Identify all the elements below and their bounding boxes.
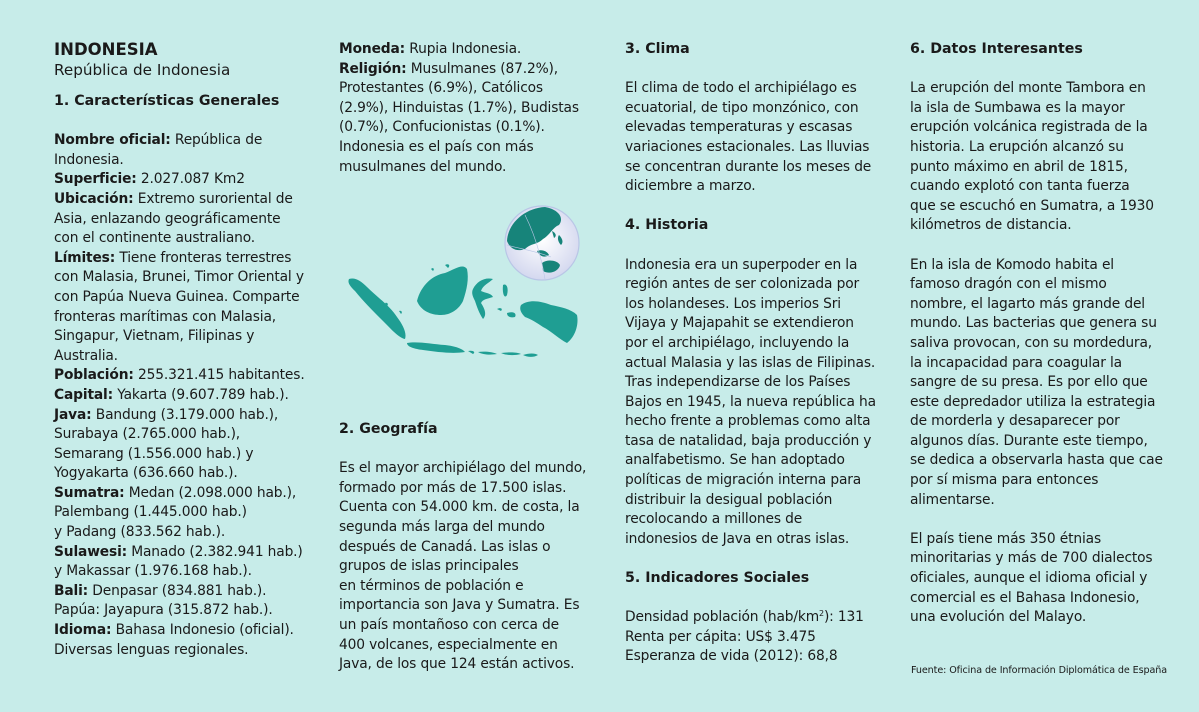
value: Bahasa Indonesio (oficial). <box>111 622 294 639</box>
section-2-heading: 2. Geografía <box>339 421 438 437</box>
label: Ubicación: <box>54 190 134 207</box>
value: con el continente australiano. <box>54 230 256 247</box>
value: Bandung (3.179.000 hab.), <box>91 406 279 423</box>
value: Musulmanes (87.2%), <box>406 60 558 77</box>
globe-icon <box>505 206 579 280</box>
text-line: famoso dragón con el mismo <box>910 276 1107 293</box>
text-line: región antes de ser colonizada por <box>625 276 860 293</box>
value: Indonesia. <box>54 151 124 168</box>
text-line: por sí misma para entonces <box>910 472 1099 489</box>
text-line: saliva provocan, con su mordedura, <box>910 334 1152 351</box>
label: Capital: <box>54 386 113 403</box>
text-line: los holandeses. Los imperios Sri <box>625 295 841 312</box>
history-text <box>625 256 887 550</box>
text-line: importancia son Java y Sumatra. Es <box>339 597 580 614</box>
value: y Padang (833.562 hab.). <box>54 524 226 541</box>
value: Diversas lenguas regionales. <box>54 641 249 658</box>
text-line: se concentran durante los meses de <box>625 158 872 175</box>
text-line: algunos días. Durante este tiempo, <box>910 432 1148 449</box>
value: Singapur, Vietnam, Filipinas y <box>54 328 255 345</box>
value: y Makassar (1.976.168 hab.). <box>54 563 252 580</box>
text-line: ecuatorial, de tipo monzónico, con <box>625 99 859 116</box>
text-line: la isla de Sumbawa es la mayor <box>910 99 1125 116</box>
text-line: Bajos en 1945, la nueva república ha <box>625 393 876 410</box>
section-5-heading: 5. Indicadores Sociales <box>625 570 810 587</box>
value: Manado (2.382.941 hab.) <box>127 543 303 560</box>
label: Población: <box>54 367 134 384</box>
text-line: 400 volcanes, especialmente en <box>339 636 558 653</box>
value: Protestantes (6.9%), Católicos <box>339 80 543 97</box>
value: Palembang (1.445.000 hab.) <box>54 504 247 521</box>
column-3 <box>625 40 887 667</box>
label: Nombre oficial: <box>54 132 171 149</box>
label: Bali: <box>54 582 89 599</box>
value: Tiene fronteras terrestres <box>115 249 292 266</box>
general-characteristics <box>54 131 322 660</box>
value: Extremo suroriental de <box>133 190 293 207</box>
label: Moneda: <box>339 41 406 57</box>
text-line: erupción volcánica registrada de la <box>910 119 1148 136</box>
text-line: que se escuchó en Sumatra, a 1930 <box>910 197 1154 214</box>
text-line: Vijaya y Majapahit se extendieron <box>625 315 854 332</box>
value: 2.027.087 Km2 <box>136 171 245 188</box>
text-line: comercial es el Bahasa Indonesio, <box>910 589 1140 606</box>
density-line <box>625 608 887 628</box>
text-line: segunda más larga del mundo <box>339 518 545 535</box>
text-line: La erupción del monte Tambora en <box>910 80 1146 97</box>
value: Denpasar (834.881 hab.). <box>88 582 267 599</box>
text-line: mundo. Las bacterias que genera su <box>910 315 1157 332</box>
label: Sulawesi: <box>54 543 128 560</box>
text-line: cuando explotó con tanta fuerza <box>910 178 1130 195</box>
text-line: en términos de población e <box>339 577 524 594</box>
text-line: analfabetismo. Se han adoptado <box>625 452 845 469</box>
text-line: distribuir la desigual población <box>625 491 833 508</box>
geography-text <box>339 459 601 675</box>
text-line: grupos de islas principales <box>339 558 519 575</box>
label: Java: <box>54 406 92 423</box>
text-line: Es el mayor archipiélago del mundo, <box>339 460 587 477</box>
superscript: 2 <box>819 609 824 619</box>
text-line: sangre de su presa. Es por ello que <box>910 374 1148 391</box>
text-line: Tras independizarse de los Países <box>625 374 851 391</box>
value: Yogyakarta (636.660 hab.). <box>54 465 238 482</box>
text-line: kilómetros de distancia. <box>910 217 1072 234</box>
text-line: una evolución del Malayo. <box>910 609 1087 626</box>
value: fronteras marítimas con Malasia, <box>54 308 276 325</box>
column-4 <box>910 40 1172 628</box>
value: Yakarta (9.607.789 hab.). <box>113 386 289 403</box>
social-indicators <box>625 608 887 667</box>
page-subtitle: República de Indonesia <box>54 61 231 79</box>
section-1-heading: 1. Características Generales <box>54 93 280 109</box>
label: Límites: <box>54 249 116 266</box>
text-line: diciembre a marzo. <box>625 178 756 195</box>
text-line: formado por más de 17.500 islas. <box>339 479 567 496</box>
text-line: Java, de los que 124 están activos. <box>339 656 575 673</box>
text-line: actual Malasia y las islas de Filipinas. <box>625 354 876 371</box>
interesting-facts-3 <box>910 530 1172 628</box>
section-6-heading: 6. Datos Interesantes <box>910 41 1083 57</box>
text-line: alimentarse. <box>910 491 995 508</box>
text-line: punto máximo en abril de 1815, <box>910 158 1128 175</box>
currency-religion <box>339 40 601 177</box>
text-line: Indonesia era un superpoder en la <box>625 256 858 273</box>
source-note: Fuente: Oficina de Información Diplomática de España <box>911 665 1168 676</box>
text-line: Cuenta con 54.000 km. de costa, la <box>339 499 580 516</box>
value: Surabaya (2.765.000 hab.), <box>54 426 241 443</box>
text-line: El clima de todo el archipiélago es <box>625 80 857 97</box>
text-line: este depredador utiliza la estrategia <box>910 393 1156 410</box>
text-line: hecho frente a problemas como alta <box>625 413 871 430</box>
text: ): 131 <box>823 609 864 626</box>
text-line: indonesios de Java en otras islas. <box>625 530 850 547</box>
section-3-heading: 3. Clima <box>625 41 690 57</box>
value: Semarang (1.556.000 hab.) y <box>54 445 254 462</box>
label: Idioma: <box>54 622 112 639</box>
text-line: de morderla y desaparecer por <box>910 413 1120 430</box>
section-4-heading: 4. Historia <box>625 217 709 234</box>
text-line: por el archipiélago, incluyendo la <box>625 334 850 351</box>
value: con Papúa Nueva Guinea. Comparte <box>54 288 300 305</box>
value: (0.7%), Confucionistas (0.1%). <box>339 119 545 136</box>
value: República de <box>170 132 263 149</box>
value: Indonesia es el país con más <box>339 138 534 155</box>
page-title: INDONESIA <box>54 40 158 59</box>
text-line: políticas de migración interna para <box>625 472 862 489</box>
text-line: después de Canadá. Las islas o <box>339 538 551 555</box>
text-line: variaciones estacionales. Las lluvias <box>625 138 870 155</box>
text-line: se dedica a observarla hasta que cae <box>910 452 1163 469</box>
text: Densidad población (hab/km <box>625 609 819 626</box>
interesting-facts-2 <box>910 256 1172 511</box>
interesting-facts-1 <box>910 79 1172 236</box>
climate-text <box>625 79 887 197</box>
label: Superficie: <box>54 171 137 188</box>
text-line: elevadas temperaturas y escasas <box>625 119 853 136</box>
indonesia-map-svg <box>345 205 590 380</box>
text-line: la incapacidad para coagular la <box>910 354 1122 371</box>
text-line: El país tiene más 350 étnias <box>910 530 1102 547</box>
column-1 <box>54 40 322 660</box>
value: Rupia Indonesia. <box>405 41 522 57</box>
label: Sumatra: <box>54 484 125 501</box>
value: musulmanes del mundo. <box>339 158 507 175</box>
value: Asia, enlazando geográficamente <box>54 210 281 227</box>
text-line: recolocando a millones de <box>625 511 803 528</box>
text-line: En la isla de Komodo habita el <box>910 256 1114 273</box>
text-line: minoritarias y más de 700 dialectos <box>910 550 1153 567</box>
value: Medan (2.098.000 hab.), <box>124 484 297 501</box>
text-line: oficiales, aunque el idioma oficial y <box>910 570 1148 587</box>
life-expectancy-line: Esperanza de vida (2012): 68,8 <box>625 648 838 665</box>
text-line: un país montañoso con cerca de <box>339 616 559 633</box>
value: Australia. <box>54 347 118 364</box>
value: Papúa: Jayapura (315.872 hab.). <box>54 602 273 619</box>
text-line: tasa de natalidad, baja producción y <box>625 432 872 449</box>
income-line: Renta per cápita: US$ 3.475 <box>625 628 816 645</box>
label: Religión: <box>339 60 407 77</box>
value: 255.321.415 habitantes. <box>133 367 305 384</box>
text-line: historia. La erupción alcanzó su <box>910 138 1124 155</box>
text-line: nombre, el lagarto más grande del <box>910 295 1145 312</box>
column-2 <box>339 40 601 673</box>
value: (2.9%), Hinduistas (1.7%), Budistas <box>339 99 579 116</box>
indonesia-map-icon <box>345 205 590 380</box>
value: con Malasia, Brunei, Timor Oriental y <box>54 269 304 286</box>
